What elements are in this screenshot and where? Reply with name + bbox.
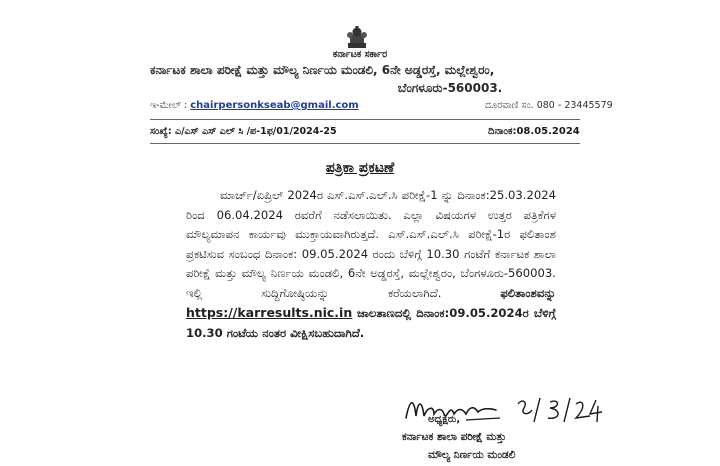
- email-link[interactable]: chairpersonkseab@gmail.com: [190, 100, 359, 111]
- board-address: [150, 61, 630, 97]
- government-name: ಕರ್ನಾಟಕ ಸರ್ಕಾರ: [332, 49, 388, 60]
- email-row: [150, 100, 359, 111]
- document-date: ದಿನಾಂಕ:08.05.2024: [488, 126, 580, 137]
- phone-row: [485, 100, 613, 111]
- board-address-line1: ಕರ್ನಾಟಕ ಶಾಲಾ ಪರೀಕ್ಷೆ ಮತ್ತು ಮೌಲ್ಯ ನಿರ್ಣಯ ಮಂಡಲಿ, 6ನೇ ಅಡ್ಡರಸ್ತೆ, ಮಲ್ಲೇಶ್ವರಂ,: [150, 63, 495, 77]
- signatory-board-line1: ಕರ್ನಾಟಕ ಶಾಲಾ ಪರೀಕ್ಷೆ ಮತ್ತು: [402, 431, 507, 443]
- signatory-board-line2: ಮೌಲ್ಯ ನಿರ್ಣಯ ಮಂಡಲಿ: [428, 449, 516, 461]
- signatory-title: ಅಧ್ಯಕ್ಷರು,: [428, 414, 461, 425]
- reference-number: ಸಂಖ್ಯೆ: ಎ/ಎಸ್ ಎಸ್ ಎಲ್ ಸಿ /ಪ-1ಫ/01/2024-25: [150, 126, 337, 137]
- body-text-part3: ಜಾಲತಾಣದಲ್ಲಿ ದಿನಾಂಕ:09.05.2024ರ ಬೆಳಿಗ್ಗೆ 10.30 ಗಂಟೆಯ ನಂತರ ವೀಕ್ಷಿಸಬಹುದಾಗಿದೆ.: [186, 306, 556, 340]
- document-body: [186, 186, 556, 343]
- phone-label: ದೂರವಾಣಿ ಸಂ. 080 -: [485, 100, 562, 111]
- document-title: [0, 157, 720, 176]
- phone-number: 23445579: [564, 100, 613, 111]
- body-paragraph: [186, 186, 556, 343]
- document-title-text: ಪತ್ರಿಕಾ ಪ್ರಕಟಣೆ: [325, 160, 395, 176]
- body-text-part2: ಫಲಿತಾಂಶವನ್ನು: [500, 285, 556, 300]
- header-divider-bottom: [150, 143, 580, 144]
- karnataka-emblem-icon: [344, 26, 370, 50]
- body-text-part1: ಮಾರ್ಚ್/ಏಪ್ರಿಲ್ 2024ರ ಎಸ್.ಎಸ್.ಎಲ್.ಸಿ ಪರೀಕ್ಷೆ-1 ನ್ನು ದಿನಾಂಕ:25.03.2024 ರಿಂದ 06.04.2024 ರವರೆಗೆ ನಡೆಸಲಾಯಿತು. ಎಲ್ಲಾ ವಿಷಯಗಳ ಉತ್ತರ ಪತ್ರಿಕೆಗಳ ಮೌಲ್ಯಮಾಪನ ಕಾರ್ಯವು ಮುಕ್ತಾಯವಾಗಿರುತ್ತದೆ. ಎಸ್.ಎಸ್.ಎಲ್.ಸಿ ಪರೀಕ್ಷೆ-1ರ ಫಲಿತಾಂಶ ಪ್ರಕಟಿಸುವ ಸಂಬಂಧ ದಿನಾಂಕ: 09.05.2024 ರಂದು ಬೆಳಿಗ್ಗೆ 10.30 ಗಂಟೆಗೆ ಕರ್ನಾಟಕ ಶಾಲಾ ಪರೀಕ್ಷೆ ಮತ್ತು ಮೌಲ್ಯ ನಿರ್ಣಯ ಮಂಡಲಿ, 6ನೇ ಅಡ್ಡರಸ್ತೆ, ಮಲ್ಲೇಶ್ವರಂ, ಬೆಂಗಳೂರು-560003. ಇಲ್ಲಿ ಸುದ್ದಿಗೋಷ್ಠಿಯನ್ನು ಕರೆಯಲಾಗಿದೆ.: [186, 188, 556, 300]
- header-divider-top: [150, 119, 580, 120]
- board-address-line2: ಬೆಂಗಳೂರು-560003.: [397, 81, 503, 95]
- results-website-link[interactable]: https://karresults.nic.in: [186, 305, 353, 320]
- email-label: ಇ-ಮೇಲ್ :: [150, 100, 188, 111]
